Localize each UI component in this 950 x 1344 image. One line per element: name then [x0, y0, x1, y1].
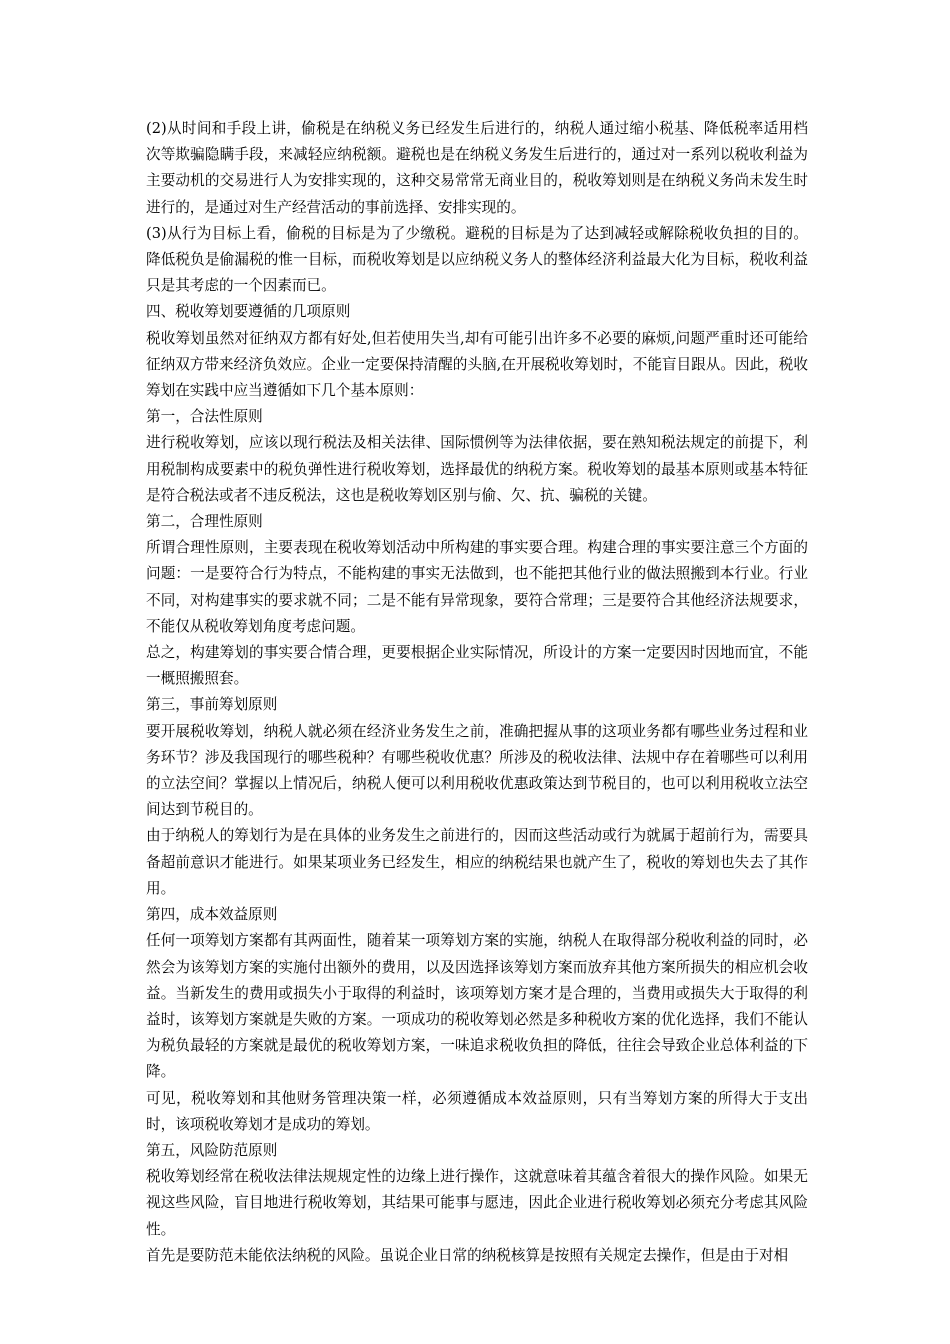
- paragraph-rationality: 所谓合理性原则，主要表现在税收筹划活动中所构建的事实要合理。构建合理的事实要注意三个方面的问题：一是要符合行为特点，不能构建的事实无法做到，也不能把其他行业的做法照搬到本行业。行业不同，对构建事实的要求就不同；二是不能有异常现象，要符合常理；三是要符合其他经济法规要求，不能仅从税收筹划角度考虑问题。: [146, 539, 808, 635]
- paragraph-risk-first: 首先是要防范未能依法纳税的风险。虽说企业日常的纳税核算是按照有关规定去操作，但是由于对相: [146, 1246, 789, 1264]
- paragraph-cost-benefit: 任何一项筹划方案都有其两面性，随着某一项筹划方案的实施，纳税人在取得部分税收利益的同时，必然会为该筹划方案的实施付出额外的费用，以及因选择该筹划方案而放弃其他方案所损失的相应机会收益。当新发生的费用或损失小于取得的利益时，该项筹划方案才是合理的，当费用或损失大于取得的利益时，该筹划方案就是失败的方案。一项成功的税收筹划必然是多种税收方案的优化选择，我们不能认为税负最轻的方案就是最优的税收筹划方案，一味追求税收负担的降低，往往会导致企业总体利益的下降。: [146, 932, 808, 1081]
- heading-advance-planning-principle: 第三，事前筹划原则: [146, 696, 278, 714]
- paragraph-behavior-goal: (3)从行为目标上看，偷税的目标是为了少缴税。避税的目标是为了达到减轻或解除税收负担的目的。降低税负是偷漏税的惟一目标，而税收筹划是以应纳税义务人的整体经济利益最大化为目标，税收利益只是其考虑的一个因素而已。: [146, 224, 808, 295]
- heading-risk-prevention-principle: 第五，风险防范原则: [146, 1141, 278, 1159]
- heading-cost-benefit-principle: 第四，成本效益原则: [146, 906, 278, 924]
- paragraph-advance-awareness: 由于纳税人的筹划行为是在具体的业务发生之前进行的，因而这些活动或行为就属于超前行为，需要具备超前意识才能进行。如果某项业务已经发生，相应的纳税结果也就产生了，税收的筹划也失去了其作用。: [146, 827, 808, 897]
- heading-legality-principle: 第一，合法性原则: [146, 408, 263, 426]
- paragraph-advance-planning: 要开展税收筹划，纳税人就必须在经济业务发生之前，准确把握从事的这项业务都有哪些业务过程和业务环节？涉及我国现行的哪些税种？有哪些税收优惠？所涉及的税收法律、法规中存在着哪些可以利用的立法空间？掌握以上情况后，纳税人便可以利用税收优惠政策达到节税目的，也可以利用税收立法空间达到节税目的。: [146, 722, 808, 819]
- paragraph-rationality-summary: 总之，构建筹划的事实要合情合理，更要根据企业实际情况，所设计的方案一定要因时因地而宜，不能一概照搬照套。: [146, 644, 808, 688]
- paragraph-cost-benefit-conclusion: 可见，税收筹划和其他财务管理决策一样，必须遵循成本效益原则，只有当筹划方案的所得大于支出时，该项税收筹划才是成功的筹划。: [146, 1089, 808, 1133]
- paragraph-legality: 进行税收筹划，应该以现行税法及相关法律、国际惯例等为法律依据，要在熟知税法规定的前提下，利用税制构成要素中的税负弹性进行税收筹划，选择最优的纳税方案。税收筹划的最基本原则或基本特征是符合税法或者不违反税法，这也是税收筹划区别与偷、欠、抗、骗税的关键。: [146, 434, 808, 504]
- paragraph-risk-prevention: 税收筹划经常在税收法律法规规定性的边缘上进行操作，这就意味着其蕴含着很大的操作风险。如果无视这些风险，盲目地进行税收筹划，其结果可能事与愿违，因此企业进行税收筹划必须充分考虑其风险性。: [146, 1168, 808, 1238]
- paragraph-time-and-means: (2)从时间和手段上讲，偷税是在纳税义务已经发生后进行的，纳税人通过缩小税基、降低税率适用档次等欺骗隐瞒手段，来减轻应纳税额。避税也是在纳税义务发生后进行的，通过对一系列以税收利益为主要动机的交易进行人为安排实现的，这种交易常常无商业目的，税收筹划则是在纳税义务尚未发生时进行的，是通过对生产经营活动的事前选择、安排实现的。: [146, 120, 808, 216]
- heading-rationality-principle: 第二，合理性原则: [146, 513, 263, 531]
- paragraph-principles-intro: 税收筹划虽然对征纳双方都有好处,但若使用失当,却有可能引出许多不必要的麻烦,问题严重时还可能给征纳双方带来经济负效应。企业一定要保持清醒的头脑,在开展税收筹划时，不能盲目跟从。因此，税收筹划在实践中应当遵循如下几个基本原则：: [146, 329, 808, 400]
- section-heading-principles: 四、税收筹划要遵循的几项原则: [146, 303, 351, 321]
- document-page: [146, 116, 808, 1269]
